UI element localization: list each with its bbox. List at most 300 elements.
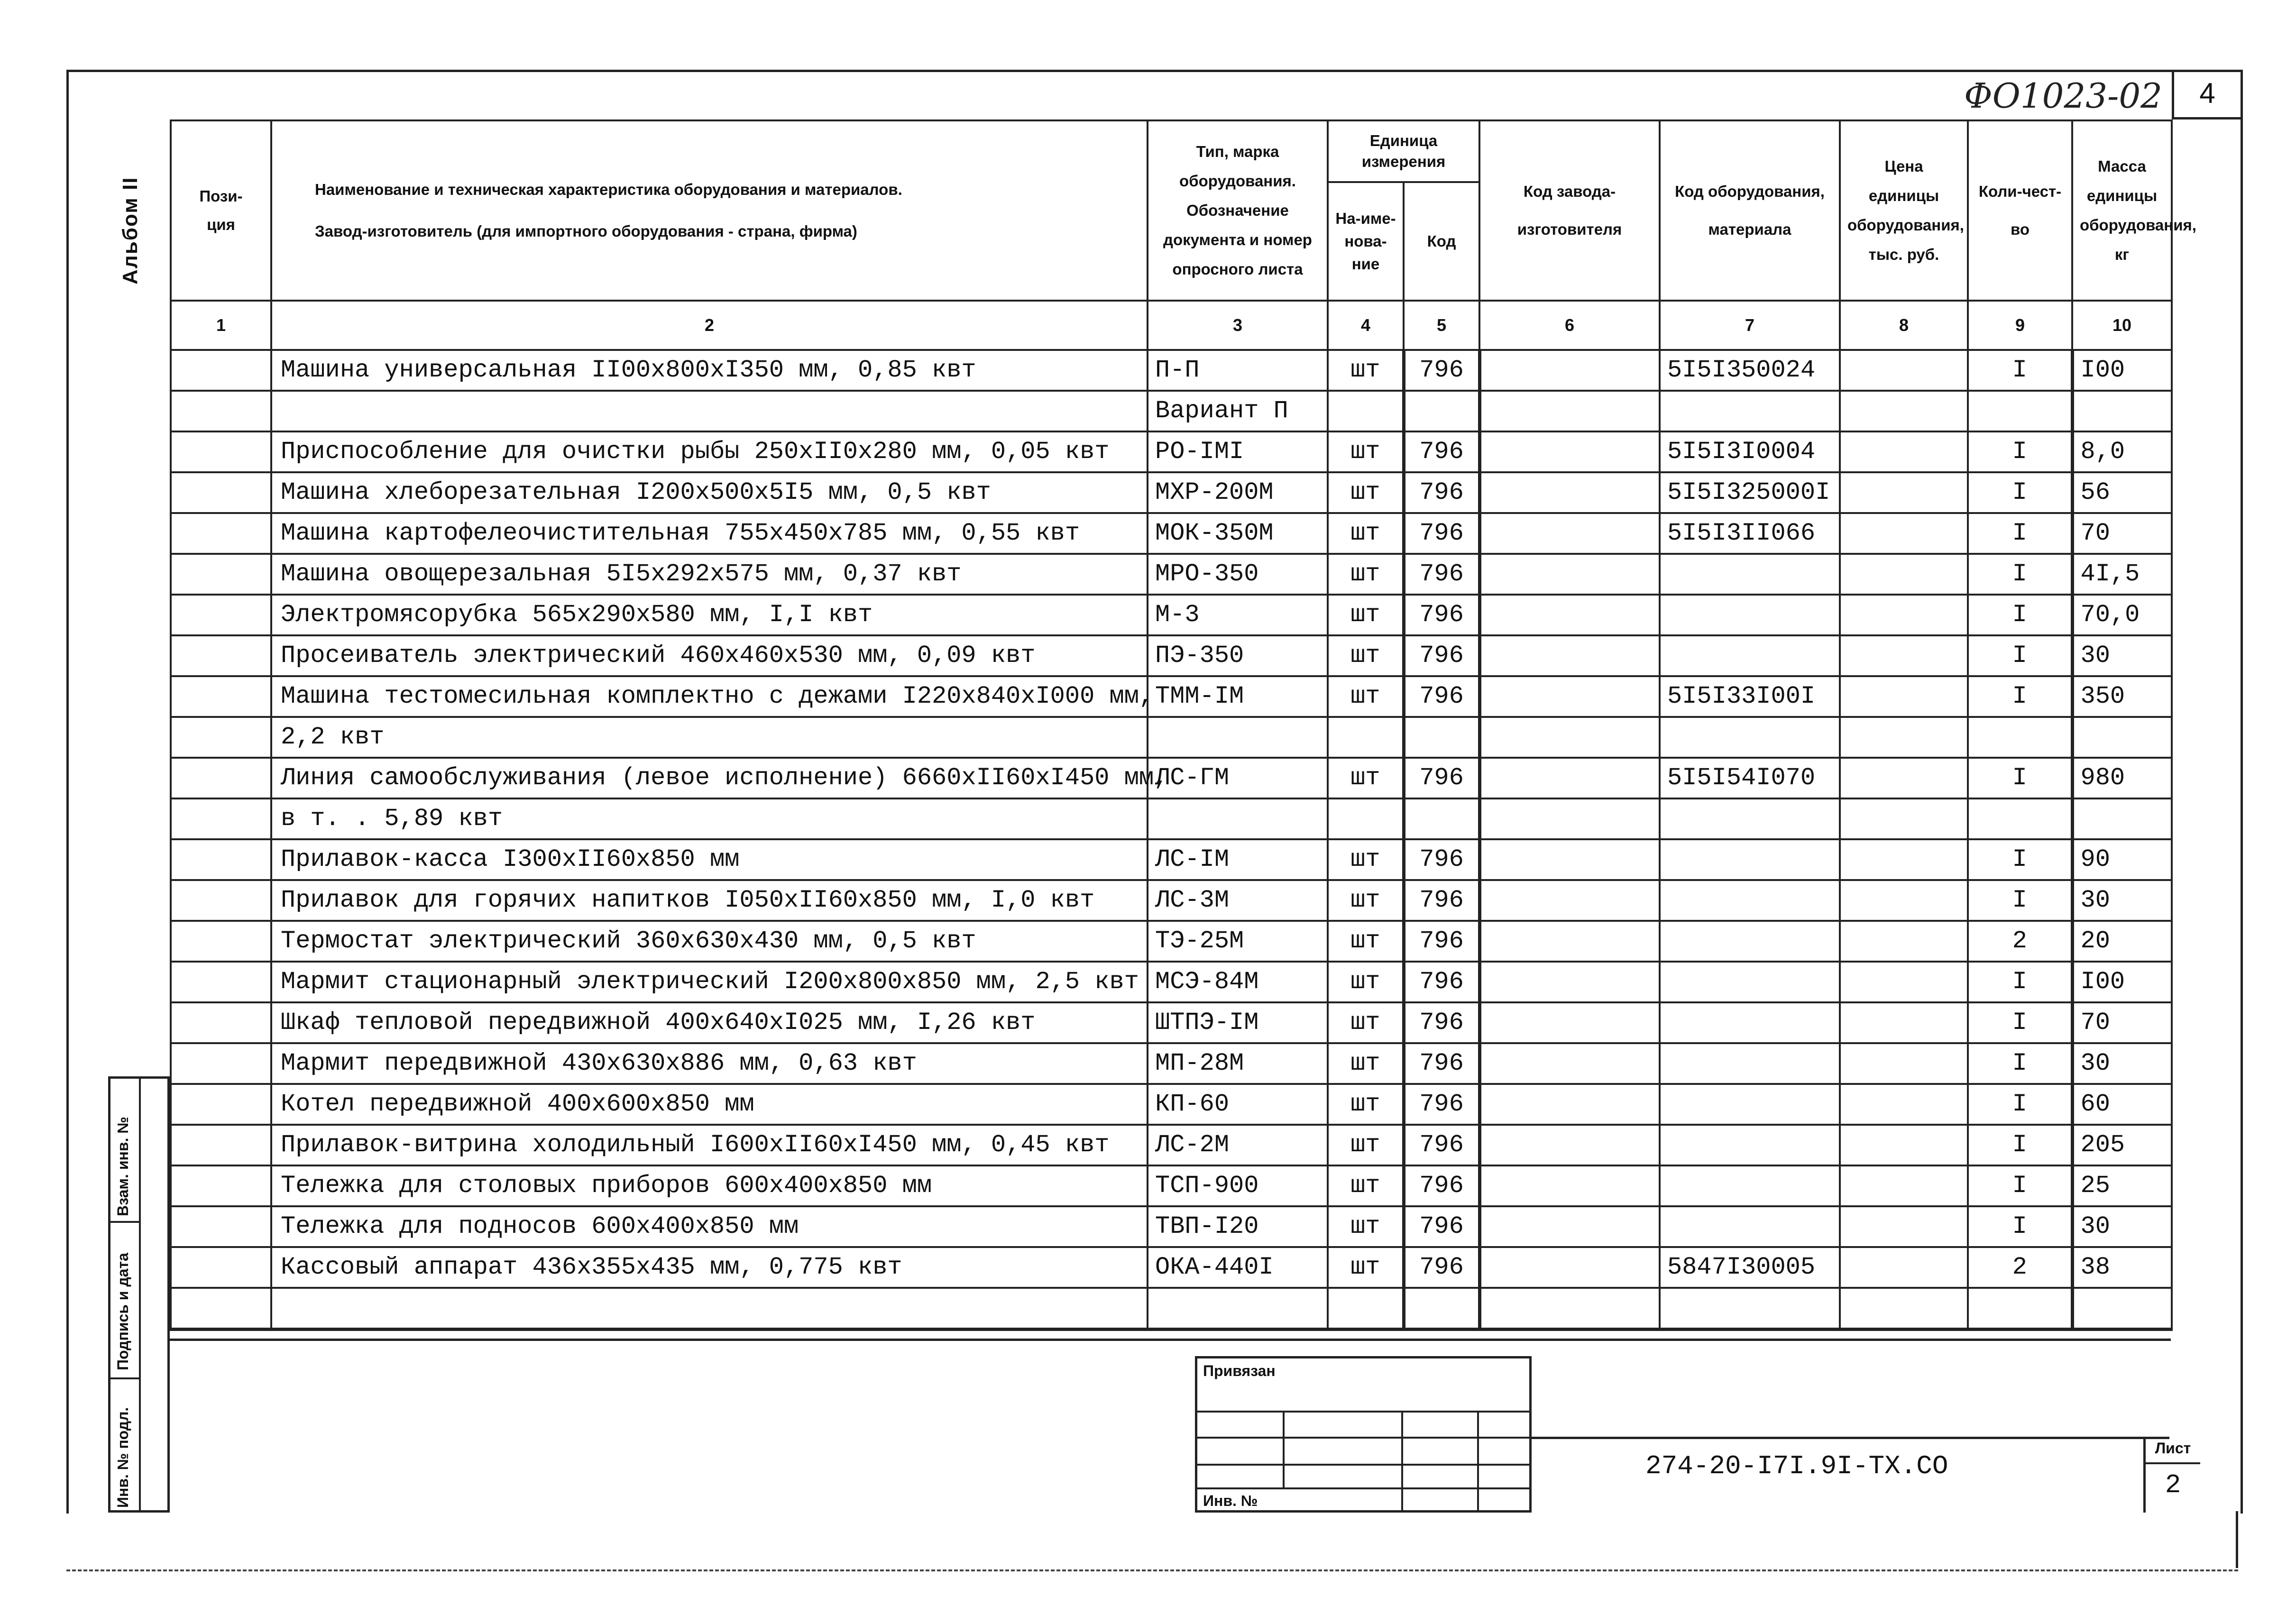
row-quantity: I xyxy=(1968,431,2072,472)
row-unit-code xyxy=(1404,717,1479,758)
row-name: Котел передвижной 400х600х850 мм xyxy=(271,1084,1148,1125)
row-position xyxy=(171,1247,271,1288)
row-maker-code xyxy=(1479,1002,1660,1043)
row-maker-code xyxy=(1479,839,1660,880)
title-block-line xyxy=(1532,1437,2169,1439)
row-unit: шт xyxy=(1328,880,1404,921)
equipment-rows xyxy=(171,350,2172,1330)
row-quantity: I xyxy=(1968,472,2072,513)
row-unit-price xyxy=(1840,431,1968,472)
row-unit: шт xyxy=(1328,350,1404,391)
row-unit-code: 796 xyxy=(1404,1002,1479,1043)
row-unit-code: 796 xyxy=(1404,676,1479,717)
table-row xyxy=(171,798,2172,839)
linked-label: Привязан xyxy=(1203,1362,1276,1379)
row-unit-price xyxy=(1840,1206,1968,1247)
table-row xyxy=(171,595,2172,635)
row-unit-mass xyxy=(2072,1288,2172,1330)
row-equipment-code xyxy=(1660,921,1840,962)
row-position xyxy=(171,595,271,635)
row-unit-mass xyxy=(2072,391,2172,431)
row-type: ЛС-IМ xyxy=(1148,839,1328,880)
row-name: Приспособление для очистки рыбы 250хII0х280 мм, 0,05 квт xyxy=(271,431,1148,472)
header-unit-group: Единица измерения xyxy=(1328,120,1479,182)
row-unit-code: 796 xyxy=(1404,880,1479,921)
row-unit xyxy=(1328,798,1404,839)
row-unit xyxy=(1328,717,1404,758)
sheet-label: Лист xyxy=(2155,1440,2191,1457)
row-unit-mass: 70 xyxy=(2072,513,2172,554)
linked-stamp-block xyxy=(1195,1356,1532,1513)
row-quantity: I xyxy=(1968,1125,2072,1165)
row-name: Термостат электрический 360х630х430 мм, 0,5 квт xyxy=(271,921,1148,962)
row-unit: шт xyxy=(1328,1125,1404,1165)
row-maker-code xyxy=(1479,1288,1660,1330)
row-name: Линия самообслуживания (левое исполнение) 6660хII60хI450 мм, xyxy=(271,758,1148,798)
column-number: 4 xyxy=(1328,301,1404,350)
row-equipment-code: 5I5I350024 xyxy=(1660,350,1840,391)
row-maker-code xyxy=(1479,758,1660,798)
row-equipment-code: 5847I30005 xyxy=(1660,1247,1840,1288)
row-position xyxy=(171,798,271,839)
table-row xyxy=(171,635,2172,676)
row-type: Вариант П xyxy=(1148,391,1328,431)
row-maker-code xyxy=(1479,676,1660,717)
row-equipment-code: 5I5I33I00I xyxy=(1660,676,1840,717)
row-unit-price xyxy=(1840,513,1968,554)
row-name: Мармит стационарный электрический I200х800х850 мм, 2,5 квт xyxy=(271,962,1148,1002)
row-equipment-code xyxy=(1660,635,1840,676)
row-quantity: I xyxy=(1968,350,2072,391)
row-type: ТСП-900 xyxy=(1148,1165,1328,1206)
row-maker-code xyxy=(1479,431,1660,472)
row-position xyxy=(171,635,271,676)
row-name: Электромясорубка 565х290х580 мм, I,I квт xyxy=(271,595,1148,635)
row-position xyxy=(171,717,271,758)
row-unit-price xyxy=(1840,554,1968,595)
equipment-spec-table xyxy=(170,119,2196,1331)
row-maker-code xyxy=(1479,1084,1660,1125)
row-unit-mass: 38 xyxy=(2072,1247,2172,1288)
row-position xyxy=(171,962,271,1002)
row-type: ОКА-440I xyxy=(1148,1247,1328,1288)
row-quantity: I xyxy=(1968,513,2072,554)
row-type: РО-IMI xyxy=(1148,431,1328,472)
row-unit-price xyxy=(1840,595,1968,635)
table-row xyxy=(171,472,2172,513)
row-unit: шт xyxy=(1328,554,1404,595)
table-row xyxy=(171,676,2172,717)
table-row xyxy=(171,839,2172,880)
stamp-line xyxy=(1197,1464,1529,1466)
row-type: ЛС-2М xyxy=(1148,1125,1328,1165)
row-unit-code: 796 xyxy=(1404,921,1479,962)
row-type: ТВП-I20 xyxy=(1148,1206,1328,1247)
header-name xyxy=(271,120,1148,301)
row-unit-code: 796 xyxy=(1404,839,1479,880)
row-equipment-code xyxy=(1660,880,1840,921)
row-unit-mass: 30 xyxy=(2072,880,2172,921)
row-unit-price xyxy=(1840,1165,1968,1206)
row-unit-mass: 60 xyxy=(2072,1084,2172,1125)
header-equipment-code: Код оборудования, материала xyxy=(1660,120,1840,301)
row-equipment-code xyxy=(1660,1125,1840,1165)
row-position xyxy=(171,1125,271,1165)
row-quantity: I xyxy=(1968,1165,2072,1206)
row-maker-code xyxy=(1479,880,1660,921)
row-maker-code xyxy=(1479,472,1660,513)
row-quantity xyxy=(1968,717,2072,758)
row-equipment-code: 5I5I3I0004 xyxy=(1660,431,1840,472)
table-row xyxy=(171,1125,2172,1165)
row-name: 2,2 квт xyxy=(271,717,1148,758)
row-type: МРО-350 xyxy=(1148,554,1328,595)
row-unit-code: 796 xyxy=(1404,554,1479,595)
row-quantity: I xyxy=(1968,1002,2072,1043)
row-equipment-code xyxy=(1660,717,1840,758)
row-quantity xyxy=(1968,391,2072,431)
table-row xyxy=(171,513,2172,554)
row-unit-price xyxy=(1840,472,1968,513)
row-unit-code: 796 xyxy=(1404,1206,1479,1247)
header-position: Пози- ция xyxy=(171,120,271,301)
row-unit-mass: 30 xyxy=(2072,1043,2172,1084)
row-maker-code xyxy=(1479,1125,1660,1165)
row-equipment-code xyxy=(1660,1288,1840,1330)
sheet-box-divider xyxy=(2146,1462,2200,1464)
row-unit-mass: 980 xyxy=(2072,758,2172,798)
row-type: М-3 xyxy=(1148,595,1328,635)
row-unit-price xyxy=(1840,1288,1968,1330)
table-row xyxy=(171,880,2172,921)
row-maker-code xyxy=(1479,554,1660,595)
row-type: МОК-350М xyxy=(1148,513,1328,554)
row-type: ШТПЭ-IМ xyxy=(1148,1002,1328,1043)
sheet-number: 2 xyxy=(2165,1470,2181,1500)
row-maker-code xyxy=(1479,798,1660,839)
row-unit-code: 796 xyxy=(1404,472,1479,513)
header-name-line1: Наименование и техническая характеристика оборудования и материалов. xyxy=(315,181,902,198)
row-unit: шт xyxy=(1328,595,1404,635)
row-equipment-code xyxy=(1660,595,1840,635)
row-name: Машина тестомесильная комплектно с дежами I220х840хI000 мм, xyxy=(271,676,1148,717)
header-unit-price: Цена единицы оборудования, тыс. руб. xyxy=(1840,120,1968,301)
row-unit-mass: 8,0 xyxy=(2072,431,2172,472)
row-unit: шт xyxy=(1328,758,1404,798)
row-unit-price xyxy=(1840,1247,1968,1288)
row-unit-code xyxy=(1404,1288,1479,1330)
header-quantity: Коли-чест-во xyxy=(1968,120,2072,301)
row-equipment-code xyxy=(1660,554,1840,595)
row-unit-mass: 30 xyxy=(2072,635,2172,676)
row-unit-code: 796 xyxy=(1404,635,1479,676)
row-quantity: I xyxy=(1968,962,2072,1002)
row-unit: шт xyxy=(1328,1206,1404,1247)
table-row xyxy=(171,350,2172,391)
row-name: Машина картофелеочистительная 755х450х785 мм, 0,55 квт xyxy=(271,513,1148,554)
row-unit-mass: 30 xyxy=(2072,1206,2172,1247)
row-unit: шт xyxy=(1328,513,1404,554)
row-maker-code xyxy=(1479,350,1660,391)
table-row xyxy=(171,391,2172,431)
row-equipment-code xyxy=(1660,1084,1840,1125)
row-equipment-code xyxy=(1660,839,1840,880)
table-row xyxy=(171,1002,2172,1043)
column-number: 5 xyxy=(1404,301,1479,350)
row-unit-mass: I00 xyxy=(2072,962,2172,1002)
column-number: 3 xyxy=(1148,301,1328,350)
row-unit: шт xyxy=(1328,472,1404,513)
row-unit-code xyxy=(1404,798,1479,839)
row-position xyxy=(171,1002,271,1043)
row-unit xyxy=(1328,391,1404,431)
stamp-inv-label: Инв. № xyxy=(1203,1492,1258,1509)
row-name: Машина овощерезальная 5I5х292х575 мм, 0,37 квт xyxy=(271,554,1148,595)
row-quantity: I xyxy=(1968,1043,2072,1084)
row-unit: шт xyxy=(1328,962,1404,1002)
row-position xyxy=(171,431,271,472)
binding-strip xyxy=(108,1076,170,1513)
row-type: ТММ-IМ xyxy=(1148,676,1328,717)
row-unit-mass: 70 xyxy=(2072,1002,2172,1043)
table-bottom-line xyxy=(170,1339,2171,1341)
row-maker-code xyxy=(1479,595,1660,635)
row-quantity: I xyxy=(1968,758,2072,798)
row-unit-mass: 205 xyxy=(2072,1125,2172,1165)
row-type: МП-28М xyxy=(1148,1043,1328,1084)
row-unit-mass: 350 xyxy=(2072,676,2172,717)
header-unit-mass: Масса единицы оборудования, кг xyxy=(2072,120,2172,301)
row-unit-price xyxy=(1840,717,1968,758)
table-row xyxy=(171,1247,2172,1288)
row-equipment-code xyxy=(1660,962,1840,1002)
row-unit: шт xyxy=(1328,1084,1404,1125)
row-maker-code xyxy=(1479,921,1660,962)
row-name: Тележка для столовых приборов 600х400х850 мм xyxy=(271,1165,1148,1206)
row-unit-price xyxy=(1840,676,1968,717)
row-type: П-П xyxy=(1148,350,1328,391)
row-unit-code: 796 xyxy=(1404,431,1479,472)
column-number: 2 xyxy=(271,301,1148,350)
row-unit-code xyxy=(1404,391,1479,431)
row-unit: шт xyxy=(1328,1165,1404,1206)
row-unit-code: 796 xyxy=(1404,595,1479,635)
row-unit-code: 796 xyxy=(1404,962,1479,1002)
row-quantity: I xyxy=(1968,554,2072,595)
row-equipment-code xyxy=(1660,1165,1840,1206)
row-unit-price xyxy=(1840,350,1968,391)
row-unit-mass: 20 xyxy=(2072,921,2172,962)
row-unit: шт xyxy=(1328,1043,1404,1084)
row-quantity xyxy=(1968,798,2072,839)
row-name: Прилавок-касса I300хII60х850 мм xyxy=(271,839,1148,880)
binding-divider xyxy=(110,1221,139,1223)
row-name: Прилавок-витрина холодильный I600хII60хI450 мм, 0,45 квт xyxy=(271,1125,1148,1165)
row-unit-price xyxy=(1840,921,1968,962)
row-name: Машина универсальная II00х800хI350 мм, 0,85 квт xyxy=(271,350,1148,391)
row-unit-code: 796 xyxy=(1404,1043,1479,1084)
row-quantity: I xyxy=(1968,1206,2072,1247)
row-unit-price xyxy=(1840,1002,1968,1043)
row-unit: шт xyxy=(1328,1247,1404,1288)
row-position xyxy=(171,880,271,921)
row-unit-price xyxy=(1840,839,1968,880)
row-name: Тележка для подносов 600х400х850 мм xyxy=(271,1206,1148,1247)
row-unit: шт xyxy=(1328,676,1404,717)
row-quantity: I xyxy=(1968,839,2072,880)
row-type: МХР-200М xyxy=(1148,472,1328,513)
row-unit-price xyxy=(1840,758,1968,798)
row-unit-price xyxy=(1840,798,1968,839)
row-position xyxy=(171,554,271,595)
row-position xyxy=(171,1288,271,1330)
column-number: 1 xyxy=(171,301,271,350)
stamp-line xyxy=(1401,1411,1403,1513)
column-number: 6 xyxy=(1479,301,1660,350)
column-number: 8 xyxy=(1840,301,1968,350)
stamp-line xyxy=(1197,1487,1529,1489)
row-unit-mass: 4I,5 xyxy=(2072,554,2172,595)
row-type: ТЭ-25М xyxy=(1148,921,1328,962)
header-unit-code: Код xyxy=(1404,182,1479,301)
row-unit-code: 796 xyxy=(1404,1084,1479,1125)
binding-replace-label: Взам. инв. № xyxy=(114,1117,131,1216)
row-unit-mass xyxy=(2072,798,2172,839)
row-type xyxy=(1148,717,1328,758)
table-row xyxy=(171,717,2172,758)
row-unit-price xyxy=(1840,391,1968,431)
row-position xyxy=(171,472,271,513)
header-name-line2: Завод-изготовитель (для импортного оборудования - страна, фирма) xyxy=(315,222,857,240)
frame-edge xyxy=(2236,1511,2238,1568)
table-row xyxy=(171,962,2172,1002)
row-maker-code xyxy=(1479,391,1660,431)
row-equipment-code: 5I5I54I070 xyxy=(1660,758,1840,798)
row-position xyxy=(171,1206,271,1247)
row-unit-price xyxy=(1840,1043,1968,1084)
row-unit xyxy=(1328,1288,1404,1330)
row-unit-code: 796 xyxy=(1404,350,1479,391)
row-unit-code: 796 xyxy=(1404,1125,1479,1165)
row-maker-code xyxy=(1479,635,1660,676)
row-unit: шт xyxy=(1328,1002,1404,1043)
album-label: Альбом II xyxy=(119,176,142,284)
row-position xyxy=(171,391,271,431)
table-row xyxy=(171,921,2172,962)
row-equipment-code xyxy=(1660,798,1840,839)
table-row xyxy=(171,1084,2172,1125)
binding-inv-label: Инв. № подл. xyxy=(114,1407,131,1508)
row-position xyxy=(171,350,271,391)
row-maker-code xyxy=(1479,1043,1660,1084)
stamp-line xyxy=(1197,1411,1529,1413)
column-number: 10 xyxy=(2072,301,2172,350)
row-position xyxy=(171,758,271,798)
row-equipment-code xyxy=(1660,391,1840,431)
row-position xyxy=(171,1043,271,1084)
header-unit-name: На-име-нова-ние xyxy=(1328,182,1404,301)
row-equipment-code xyxy=(1660,1002,1840,1043)
row-quantity: I xyxy=(1968,880,2072,921)
row-name: Прилавок для горячих напитков I050хII60х850 мм, I,0 квт xyxy=(271,880,1148,921)
row-position xyxy=(171,1165,271,1206)
row-quantity: I xyxy=(1968,635,2072,676)
row-unit: шт xyxy=(1328,839,1404,880)
stamp-line xyxy=(1197,1437,1529,1439)
row-name: Шкаф тепловой передвижной 400х640хI025 мм, I,26 квт xyxy=(271,1002,1148,1043)
header-type: Тип, марка оборудования. Обозначение документа и номер опросного листа xyxy=(1148,120,1328,301)
row-name: Машина хлеборезательная I200х500х5I5 мм, 0,5 квт xyxy=(271,472,1148,513)
row-unit-mass: 90 xyxy=(2072,839,2172,880)
row-maker-code xyxy=(1479,962,1660,1002)
row-maker-code xyxy=(1479,1206,1660,1247)
row-unit-price xyxy=(1840,1084,1968,1125)
stamp-line xyxy=(1283,1411,1285,1487)
row-type: КП-60 xyxy=(1148,1084,1328,1125)
row-name xyxy=(271,1288,1148,1330)
table-row xyxy=(171,1165,2172,1206)
row-quantity: I xyxy=(1968,1084,2072,1125)
row-name: Кассовый аппарат 436х355х435 мм, 0,775 квт xyxy=(271,1247,1148,1288)
row-unit-mass: 56 xyxy=(2072,472,2172,513)
table-row xyxy=(171,758,2172,798)
row-unit-code: 796 xyxy=(1404,1247,1479,1288)
binding-divider xyxy=(110,1377,139,1379)
row-equipment-code: 5I5I325000I xyxy=(1660,472,1840,513)
row-position xyxy=(171,513,271,554)
row-unit: шт xyxy=(1328,921,1404,962)
row-type: ПЭ-350 xyxy=(1148,635,1328,676)
row-maker-code xyxy=(1479,513,1660,554)
column-number: 7 xyxy=(1660,301,1840,350)
row-type: ЛС-ГМ xyxy=(1148,758,1328,798)
frame-bottom-edge xyxy=(66,1569,2238,1571)
row-quantity: I xyxy=(1968,595,2072,635)
document-number: 274-20-I7I.9I-ТХ.СО xyxy=(1645,1451,1948,1481)
row-unit-mass xyxy=(2072,717,2172,758)
row-type: ЛС-3М xyxy=(1148,880,1328,921)
row-equipment-code: 5I5I3II066 xyxy=(1660,513,1840,554)
row-unit-code: 796 xyxy=(1404,1165,1479,1206)
row-type xyxy=(1148,1288,1328,1330)
binding-divider xyxy=(139,1079,141,1510)
row-unit-code: 796 xyxy=(1404,513,1479,554)
table-row xyxy=(171,554,2172,595)
page-number-top: 4 xyxy=(2172,70,2241,119)
row-position xyxy=(171,839,271,880)
stamp-line xyxy=(1477,1411,1479,1513)
table-row xyxy=(171,1206,2172,1247)
row-equipment-code xyxy=(1660,1043,1840,1084)
column-number-row xyxy=(171,301,2172,350)
row-unit-mass: 70,0 xyxy=(2072,595,2172,635)
row-quantity: 2 xyxy=(1968,1247,2072,1288)
row-position xyxy=(171,676,271,717)
row-name: Просеиватель электрический 460х460х530 мм, 0,09 квт xyxy=(271,635,1148,676)
row-position xyxy=(171,921,271,962)
row-name: Мармит передвижной 430х630х886 мм, 0,63 квт xyxy=(271,1043,1148,1084)
row-maker-code xyxy=(1479,717,1660,758)
row-unit: шт xyxy=(1328,635,1404,676)
row-unit-mass: 25 xyxy=(2072,1165,2172,1206)
row-name xyxy=(271,391,1148,431)
row-unit: шт xyxy=(1328,431,1404,472)
binding-signature-label: Подпись и дата xyxy=(114,1253,131,1370)
row-quantity: 2 xyxy=(1968,921,2072,962)
row-quantity xyxy=(1968,1288,2072,1330)
row-unit-price xyxy=(1840,635,1968,676)
table-row xyxy=(171,431,2172,472)
